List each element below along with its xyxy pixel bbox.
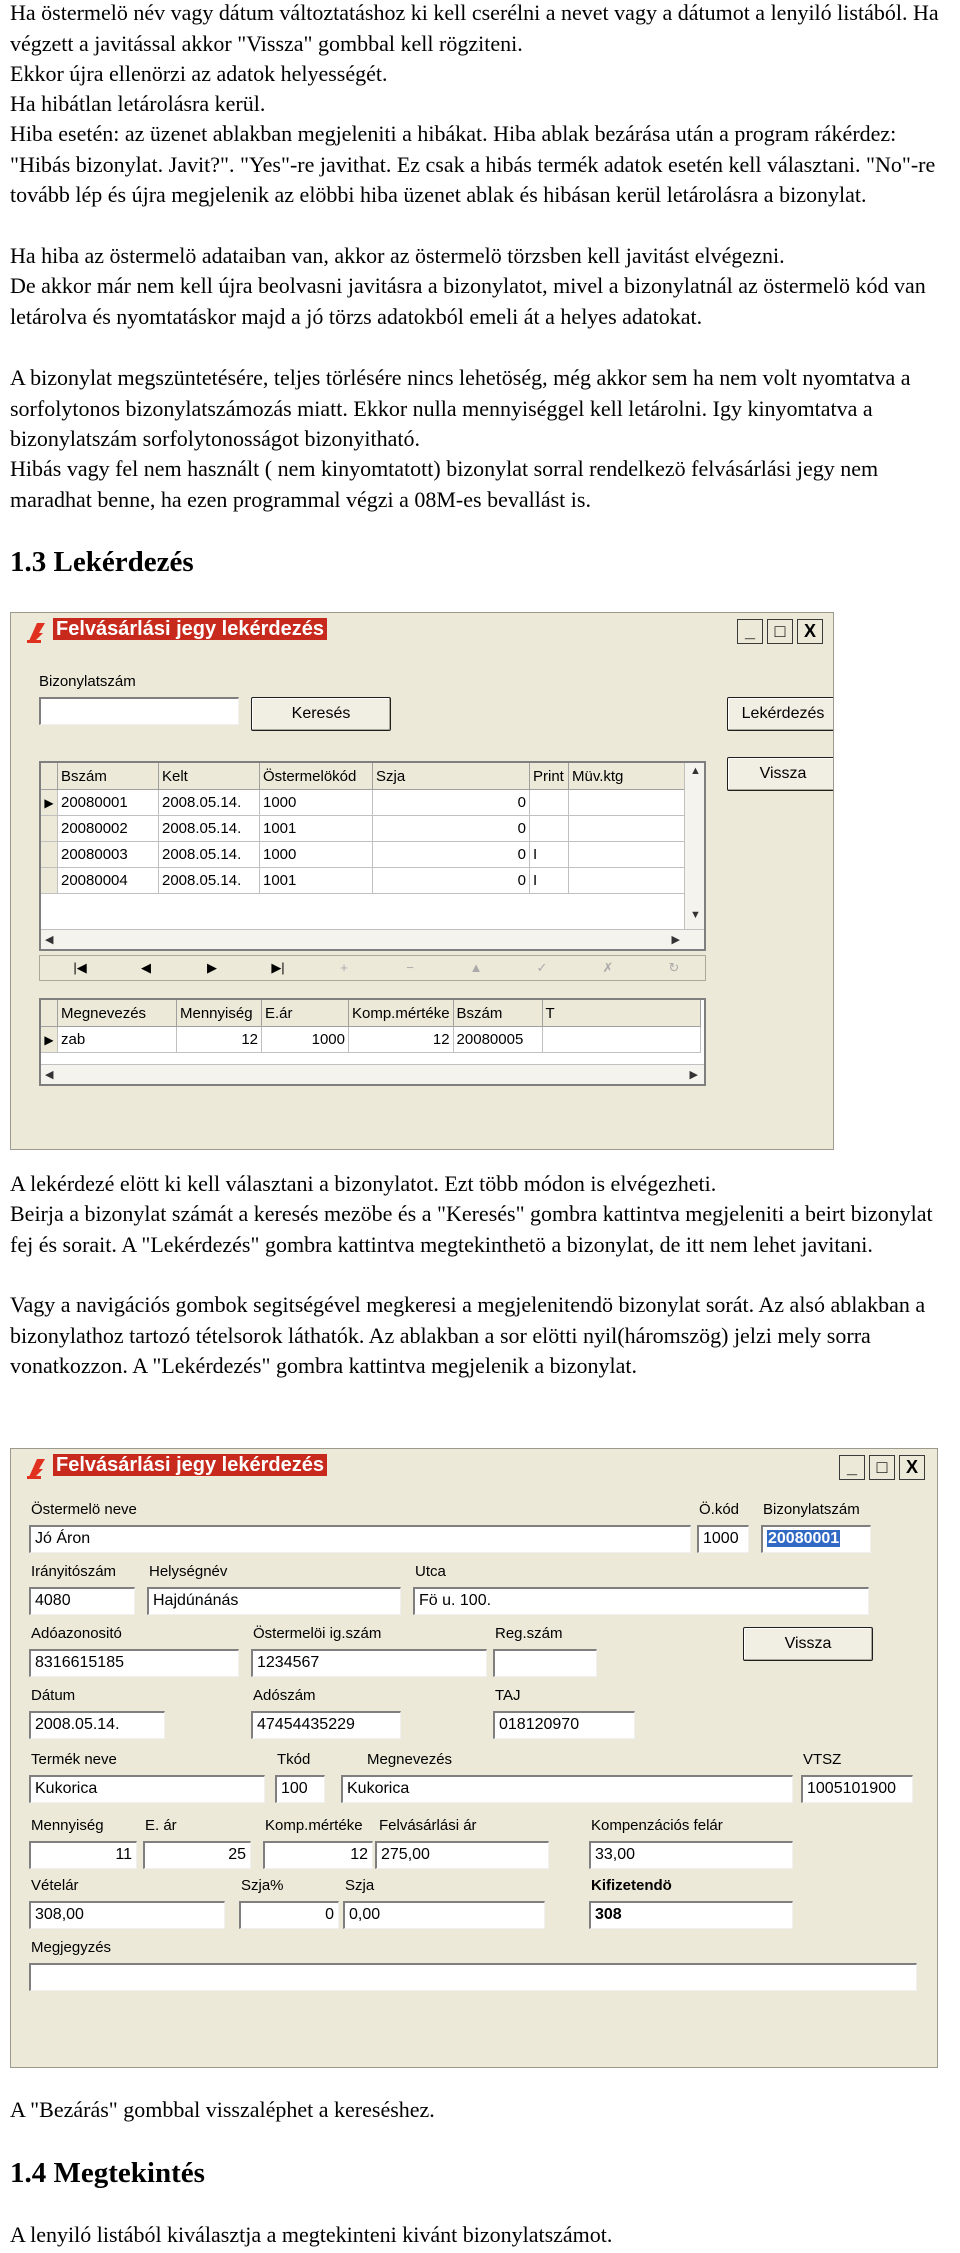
paragraph: Ha hibátlan letárolásra kerül. <box>10 91 266 116</box>
bizonylatszam-label: Bizonylatszám <box>763 1501 860 1518</box>
table-cell: 2008.05.14. <box>159 790 260 816</box>
scroll-left-icon[interactable]: ◀ <box>45 934 54 946</box>
tkod-field[interactable]: 100 <box>275 1775 325 1803</box>
paragraph: Ha hiba az östermelö adataiban van, akkor az östermelö törzsben kell javitást elvégezni. <box>10 243 785 268</box>
kompenzacios-felar-label: Kompenzációs felár <box>591 1817 723 1834</box>
table-cell: 1000 <box>260 842 373 868</box>
kereses-button[interactable]: Keresés <box>251 697 391 731</box>
scroll-left-icon[interactable]: ◀ <box>45 1069 54 1081</box>
utca-label: Utca <box>415 1563 446 1580</box>
vertical-scrollbar[interactable] <box>684 763 704 931</box>
scroll-down-icon[interactable]: ▼ <box>690 909 701 921</box>
table-cell <box>542 1027 700 1053</box>
table-cell <box>569 816 686 842</box>
scroll-up-icon[interactable]: ▲ <box>690 765 701 777</box>
maximize-icon[interactable]: □ <box>869 1455 895 1480</box>
bizonylatszam-label: Bizonylatszám <box>39 673 136 690</box>
table-cell: 12 <box>349 1027 454 1053</box>
paragraph: De akkor már nem kell újra beolvasni javitásra a bizonylatot, mivel a bizonylatnál az östermelö kód van letárolva és nyomtatáskor majd a jó törzs adatokból emeli át a helyes adatokat. <box>10 273 926 329</box>
horizontal-scrollbar[interactable] <box>41 929 704 949</box>
minimize-icon[interactable]: _ <box>737 619 763 644</box>
table-cell: 2008.05.14. <box>159 816 260 842</box>
table-cell <box>530 816 569 842</box>
section-heading: 1.3 Lekérdezés <box>10 546 194 578</box>
helysegnev-field[interactable]: Hajdúnánás <box>147 1587 401 1615</box>
mennyiseg-label: Mennyiség <box>31 1817 104 1834</box>
adoazonosito-label: Adóazonositó <box>31 1625 122 1642</box>
lekerdezes-window <box>10 612 834 1150</box>
megjegyzes-label: Megjegyzés <box>31 1939 112 1956</box>
horizontal-scrollbar[interactable] <box>41 1064 704 1084</box>
paragraph: Hibás vagy fel nem használt ( nem kinyomtatott) bizonylat sorral rendelkezö felvásárlási jegy nem maradhat benne, ha ezen programmal végzi a 08M-es bevallást is. <box>10 456 879 512</box>
title-bar <box>11 1449 937 1489</box>
close-icon[interactable]: X <box>899 1455 925 1480</box>
szja-pct-label: Szja% <box>241 1877 284 1894</box>
current-row-indicator-icon: ▶ <box>41 790 58 816</box>
insert-record-icon[interactable]: + <box>340 960 348 975</box>
paragraph: A lekérdezé elött ki kell választani a bizonylatot. Ezt több módon is elvégezheti. <box>10 1171 717 1196</box>
column-header[interactable]: E.ár <box>262 1000 349 1027</box>
iranyitoszam-field[interactable]: 4080 <box>29 1587 135 1615</box>
reg-szam-field[interactable] <box>493 1649 597 1677</box>
paragraph: Hiba esetén: az üzenet ablakban megjeleniti a hibákat. Hiba ablak bezárása után a program rákérdez: "Hibás bizonylat. Javit?". "Yes"-re javithat. Ez csak a hibás termék adatok esetén kell választani. "No"-re tovább lép és újra megjelenik az elöbbi hiba üzenet ablak és hibásan kerül letárolásra a bizonylat. <box>10 121 936 207</box>
table-cell: 12 <box>177 1027 262 1053</box>
table-cell: zab <box>58 1027 177 1053</box>
e-ar-field[interactable]: 25 <box>143 1841 251 1869</box>
vissza-button[interactable]: Vissza <box>727 757 834 791</box>
last-record-icon[interactable]: ▶| <box>271 960 285 975</box>
window-title: Felvásárlási jegy lekérdezés <box>53 618 327 640</box>
okod-field[interactable]: 1000 <box>697 1525 749 1553</box>
table-cell: 0 <box>373 842 530 868</box>
kifizetendo-label: Kifizetendö <box>591 1877 672 1894</box>
column-header[interactable]: Müv.ktg <box>569 763 686 790</box>
cancel-record-icon[interactable]: ✗ <box>602 960 614 975</box>
table-cell: 0 <box>373 816 530 842</box>
taj-label: TAJ <box>495 1687 521 1704</box>
first-record-icon[interactable]: |◀ <box>73 960 87 975</box>
szja-label: Szja <box>345 1877 375 1894</box>
table-cell: 1000 <box>260 790 373 816</box>
prior-record-icon[interactable]: ◀ <box>141 960 151 975</box>
adoszam-label: Adószám <box>253 1687 316 1704</box>
column-header[interactable]: Print <box>530 763 569 790</box>
reg-szam-label: Reg.szám <box>495 1625 563 1642</box>
table-cell: 20080002 <box>58 816 159 842</box>
ostermelo-neve-label: Östermelö neve <box>31 1501 137 1518</box>
iranyitoszam-label: Irányitószám <box>31 1563 117 1580</box>
vetelar-field[interactable]: 308,00 <box>29 1901 225 1929</box>
vetelar-label: Vételár <box>31 1877 79 1894</box>
current-row-indicator-icon: ▶ <box>41 1027 58 1053</box>
scroll-right-icon[interactable]: ▶ <box>689 1069 698 1081</box>
table-cell: 1001 <box>260 816 373 842</box>
paragraph: Beirja a bizonylat számát a keresés mezöbe és a "Keresés" gombra kattintva megjeleniti a beirt bizonylat fej és sorait. A "Lekérdezés" gombra kattintva megtekinthetö a bizonylat, de itt nem lehet javitani. <box>10 1201 933 1257</box>
table-row[interactable] <box>41 842 686 868</box>
delete-record-icon[interactable]: − <box>406 960 414 975</box>
kifizetendo-field[interactable]: 308 <box>589 1901 793 1929</box>
maximize-icon[interactable]: □ <box>767 619 793 644</box>
adoszam-field[interactable]: 47454435229 <box>251 1711 401 1739</box>
close-icon[interactable]: X <box>797 619 823 644</box>
paragraph: Ha östermelö név vagy dátum változtatáshoz ki kell cserélni a nevet vagy a dátumot a lenyiló listából. Ha végzett a javitással akkor "Vissza" gombbal kell rögziteni. <box>10 0 939 56</box>
table-cell <box>569 868 686 894</box>
felvasarlasi-ar-label: Felvásárlási ár <box>379 1817 477 1834</box>
table-row[interactable] <box>41 1027 701 1053</box>
table-cell: 1000 <box>262 1027 349 1053</box>
utca-field[interactable]: Fö u. 100. <box>413 1587 869 1615</box>
adoazonosito-field[interactable]: 8316615185 <box>29 1649 239 1677</box>
lekerdezes-button[interactable]: Lekérdezés <box>727 697 834 731</box>
column-header[interactable]: T <box>542 1000 700 1027</box>
vtsz-field[interactable]: 1005101900 <box>801 1775 913 1803</box>
felvasarlasi-ar-field[interactable]: 275,00 <box>375 1841 549 1869</box>
column-header[interactable]: Kelt <box>159 763 260 790</box>
paragraph: A bizonylat megszüntetésére, teljes törlésére nincs lehetöség, még akkor sem ha nem volt nyomtatva a sorfolytonos bizonylatszámozás miatt. Ekkor nulla mennyiséggel kell letárolni. Igy kinyomtatva a bizonylatszám sorfolytonosságot bizonyitható. <box>10 365 911 451</box>
table-cell: I <box>530 868 569 894</box>
lekerdezes-detail-window <box>10 1448 938 2068</box>
bizonylat-grid[interactable] <box>39 761 706 951</box>
megnevezes-field[interactable]: Kukorica <box>341 1775 793 1803</box>
ostermeloi-ig-field[interactable]: 1234567 <box>251 1649 487 1677</box>
table-cell: I <box>530 842 569 868</box>
bizonylatszam-field[interactable]: 20080001 <box>761 1525 871 1553</box>
okod-label: Ö.kód <box>699 1501 740 1518</box>
kompenzacios-felar-field[interactable]: 33,00 <box>589 1841 793 1869</box>
table-cell <box>569 842 686 868</box>
megjegyzes-field[interactable] <box>29 1963 917 1991</box>
vissza-button[interactable]: Vissza <box>743 1627 873 1661</box>
paragraph: Ekkor újra ellenörzi az adatok helyességét. <box>10 61 388 86</box>
bizonylatszam-input[interactable] <box>39 697 239 725</box>
komp-merteke-field[interactable]: 12 <box>263 1841 373 1869</box>
column-header[interactable]: Megnevezés <box>58 1000 177 1027</box>
table-cell: 0 <box>373 790 530 816</box>
table-row[interactable] <box>41 790 686 816</box>
column-header[interactable]: Mennyiség <box>177 1000 262 1027</box>
column-header[interactable]: Komp.mértéke <box>349 1000 454 1027</box>
tkod-label: Tkód <box>277 1751 311 1768</box>
table-cell: 20080001 <box>58 790 159 816</box>
datum-label: Dátum <box>31 1687 76 1704</box>
paragraph: Vagy a navigációs gombok segitségével megkeresi a megjelenitendö bizonylat sorát. Az alsó ablakban a bizonylathoz tartozó tételsorok láthatók. Az ablakban a sor elötti nyil(háromszög) jelzi mely sorra vonatkozzon. A "Lekérdezés" gombra kattintva megjelenik a bizonylat. <box>10 1292 926 1378</box>
window-title: Felvásárlási jegy lekérdezés <box>53 1454 327 1476</box>
table-cell <box>569 790 686 816</box>
next-record-icon[interactable]: ▶ <box>207 960 217 975</box>
section-heading: 1.4 Megtekintés <box>10 2157 205 2189</box>
table-row[interactable] <box>41 816 686 842</box>
datum-field[interactable]: 2008.05.14. <box>29 1711 165 1739</box>
title-bar <box>11 613 833 653</box>
helysegnev-label: Helységnév <box>149 1563 228 1580</box>
table-cell: 20080003 <box>58 842 159 868</box>
paragraph: A "Bezárás" gombbal visszaléphet a kereséshez. <box>10 2097 435 2122</box>
navigator-bar <box>39 955 706 981</box>
szja-pct-field[interactable]: 0 <box>239 1901 339 1929</box>
ostermeloi-ig-label: Östermelöi ig.szám <box>253 1625 382 1642</box>
table-cell: 0 <box>373 868 530 894</box>
column-header[interactable]: Bszám <box>453 1000 542 1027</box>
megnevezes-label: Megnevezés <box>367 1751 453 1768</box>
table-cell <box>530 790 569 816</box>
app-icon <box>27 1457 47 1479</box>
termek-neve-field[interactable]: Kukorica <box>29 1775 265 1803</box>
post-record-icon[interactable]: ✓ <box>536 960 548 975</box>
table-cell: 1001 <box>260 868 373 894</box>
szja-field[interactable]: 0,00 <box>343 1901 545 1929</box>
column-header[interactable]: Östermelökód <box>260 763 373 790</box>
scroll-right-icon[interactable]: ▶ <box>671 934 680 946</box>
vtsz-label: VTSZ <box>803 1751 842 1768</box>
taj-field[interactable]: 018120970 <box>493 1711 635 1739</box>
termek-neve-label: Termék neve <box>31 1751 117 1768</box>
paragraph: A lenyiló listából kiválasztja a megtekinteni kivánt bizonylatszámot. <box>10 2222 613 2247</box>
minimize-icon[interactable]: _ <box>839 1455 865 1480</box>
table-cell: 20080004 <box>58 868 159 894</box>
app-icon <box>27 621 47 643</box>
table-row[interactable] <box>41 868 686 894</box>
column-header[interactable]: Szja <box>373 763 530 790</box>
refresh-icon[interactable]: ↻ <box>668 960 680 975</box>
column-header[interactable]: Bszám <box>58 763 159 790</box>
tetelsor-grid[interactable] <box>39 998 706 1086</box>
komp-merteke-label: Komp.mértéke <box>265 1817 363 1834</box>
ostermelo-neve-field[interactable]: Jó Áron <box>29 1525 691 1553</box>
e-ar-label: E. ár <box>145 1817 177 1834</box>
edit-record-icon[interactable]: ▲ <box>469 960 483 975</box>
table-cell: 2008.05.14. <box>159 868 260 894</box>
mennyiseg-field[interactable]: 11 <box>29 1841 137 1869</box>
table-cell: 20080005 <box>453 1027 542 1053</box>
table-cell: 2008.05.14. <box>159 842 260 868</box>
